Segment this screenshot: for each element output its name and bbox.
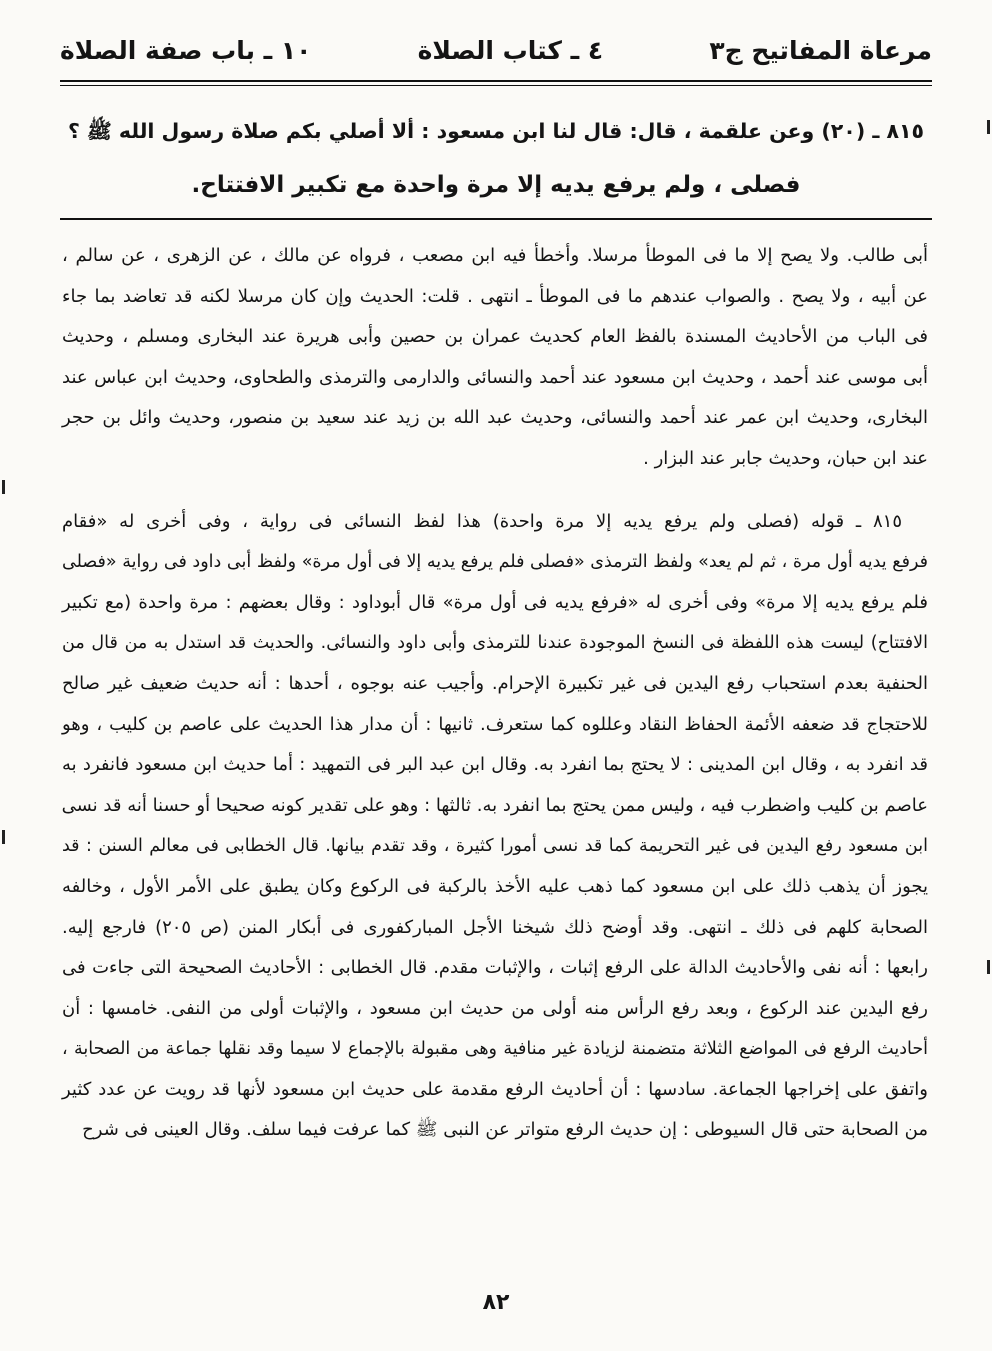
section-divider [60, 218, 932, 220]
commentary-line: عن أبيه ، ولا يصح . والصواب عندهم ما فى الموطأ ـ انتهى . قلت: الحديث وإن كان مرسلا لكنه قد تعاضد بما جاء [62, 285, 928, 307]
commentary-line: عند ابن حبان، وحديث جابر عند البزار . [643, 447, 928, 469]
scan-margin-mark [987, 960, 990, 974]
commentary-line: فلم يرفع يديه إلا مرة» وفى أخرى له «فرفع يديه فى أول مرة» قال أبوداود : وقال بعضهم : مرة واحدة (مع تكبير [62, 591, 928, 613]
header-rule [60, 80, 932, 82]
header-rule-thin [60, 85, 932, 86]
commentary-line: قد انفرد به ، وقال ابن المدينى : لا يحتج بما انفرد به. وقال ابن عبد البر فى التمهيد : أما حديث ابن مسعود فانفرد به [62, 754, 928, 776]
scan-margin-mark [987, 120, 990, 134]
commentary-line: الافتتاح) ليست هذه اللفظة فى النسخ الموجودة عندنا للترمذى وأبى داود والنسائى. والحديث قد استدل به من قال من [62, 633, 928, 654]
commentary-line: البخارى، وحديث ابن عمر عند أحمد والنسائى، وحديث عبد الله بن زيد عند سعيد بن منصور، وحديث وائل بن حجر [62, 407, 928, 429]
header-chapter: ٤ ـ كتاب الصلاة [417, 35, 604, 65]
commentary-line: أحاديث الرفع فى المواضع الثلاثة متضمنة لزيادة غير منافية وهى مقبولة بالإجماع لا سيما وقد نقلها جماعة من الصحابة ، [62, 1039, 928, 1060]
hadith-text [66, 104, 926, 212]
commentary-line: فرفع يديه أول مرة ، ثم لم يعد» ولفظ الترمذى «فصلى فلم يرفع يديه إلا فى أول مرة» ولفظ أبى داود فى رواية «فصلى [62, 552, 928, 573]
scan-margin-mark [2, 830, 5, 844]
commentary-line: من الصحابة حتى قال السيوطى : إن حديث الرفع متواتر عن النبى ﷺ كما عرفت فيما سلف. وقال العينى فى شرح [82, 1119, 928, 1141]
hadith-line: فصلى ، ولم يرفع يديه إلا مرة واحدة مع تكبير الافتتاح. [191, 172, 801, 198]
scan-margin-mark [2, 480, 5, 494]
commentary-body [62, 236, 928, 1151]
commentary-line: عاصم بن كليب واضطرب فيه ، وليس ممن يحتج بما انفرد به. ثالثها : وهو على تقدير كونه صحيحا أو حسنا أنه قد نسى [61, 794, 928, 816]
commentary-line: أبى طالب. ولا يصح إلا ما فى الموطأ مرسلا. وأخطأ فيه ابن مصعب ، فرواه عن مالك ، عن الزهرى ، عن سالم ، [62, 245, 928, 266]
page-number: ٨٢ [482, 1290, 510, 1315]
commentary-line: رفع اليدين عند الركوع ، وبعد رفع الرأس منه أولى من حديث ابن مسعود ، والإثبات أولى من النفى. خامسها : أن [62, 997, 928, 1019]
header-section: ١٠ ـ باب صفة الصلاة [60, 35, 312, 65]
commentary-line: يجوز أن يذهب ذلك على ابن مسعود كما ذهب عليه الأخذ بالركبة فى الركوع وكان يطبق على الأمر الأول ، وخالفه [62, 875, 928, 897]
commentary-line: واتفق على إخراجها الجماعة. سادسها : أن أحاديث الرفع مقدمة على حديث ابن مسعود لأنها قد رويت عن عدد كثير [62, 1078, 928, 1100]
commentary-line: للاحتجاج قد ضعفه الأئمة الحفاظ النقاد وعللوه كما ستعرف. ثانيها : أن مدار هذا الحديث على عاصم بن كليب ، وهو [62, 713, 928, 735]
commentary-line: الحنفية بعدم استحباب رفع اليدين فى غير تكبيرة الإحرام. وأجيب عنه بوجوه ، أحدها : أنه حديث ضعيف غير صالح [62, 672, 928, 694]
paragraph-gap [62, 480, 928, 502]
commentary-line: فى الباب من الأحاديث المسندة بالفظ العام كحديث عمران بن حصين وأبى هريرة عند البخارى ومسلم ، وحديث [62, 326, 928, 348]
running-header [60, 22, 932, 78]
commentary-line: أبى موسى عند أحمد ، وحديث ابن مسعود عند أحمد والنسائى والدارمى والترمذى والطحاوى، وحديث ابن عباس عند [62, 366, 928, 388]
commentary-line: ابن مسعود رفع اليدين فى غير التحريمة كما قد نسى أمورا كثيرة ، وقد تقدم بيانها. قال الخطابى فى معالم السنن : قد [62, 836, 928, 857]
header-book-title: مرعاة المفاتيح ج٣ [709, 35, 932, 65]
commentary-line: رابعها : أنه نفى والأحاديث الدالة على الرفع إثبات ، والإثبات مقدم. قال الخطابى : الأحاديث الصحيحة التى جاءت فى [62, 957, 928, 979]
hadith-line: ٨١٥ ـ (٢٠) وعن علقمة ، قال: قال لنا ابن مسعود : ألا أصلي بكم صلاة رسول الله ﷺ ؟ [67, 119, 925, 143]
commentary-line: الصحابة كلهم فى ذلك ـ انتهى. وقد أوضح ذلك شيخنا الأجل المباركفورى فى أبكار المنن (ص ٢٠٥) فارجع إليه. [62, 916, 928, 938]
commentary-line: ٨١٥ ـ قوله (فصلى ولم يرفع يديه إلا مرة واحدة) هذا لفظ النسائى فى رواية ، وفى أخرى له «فقام [62, 510, 902, 532]
